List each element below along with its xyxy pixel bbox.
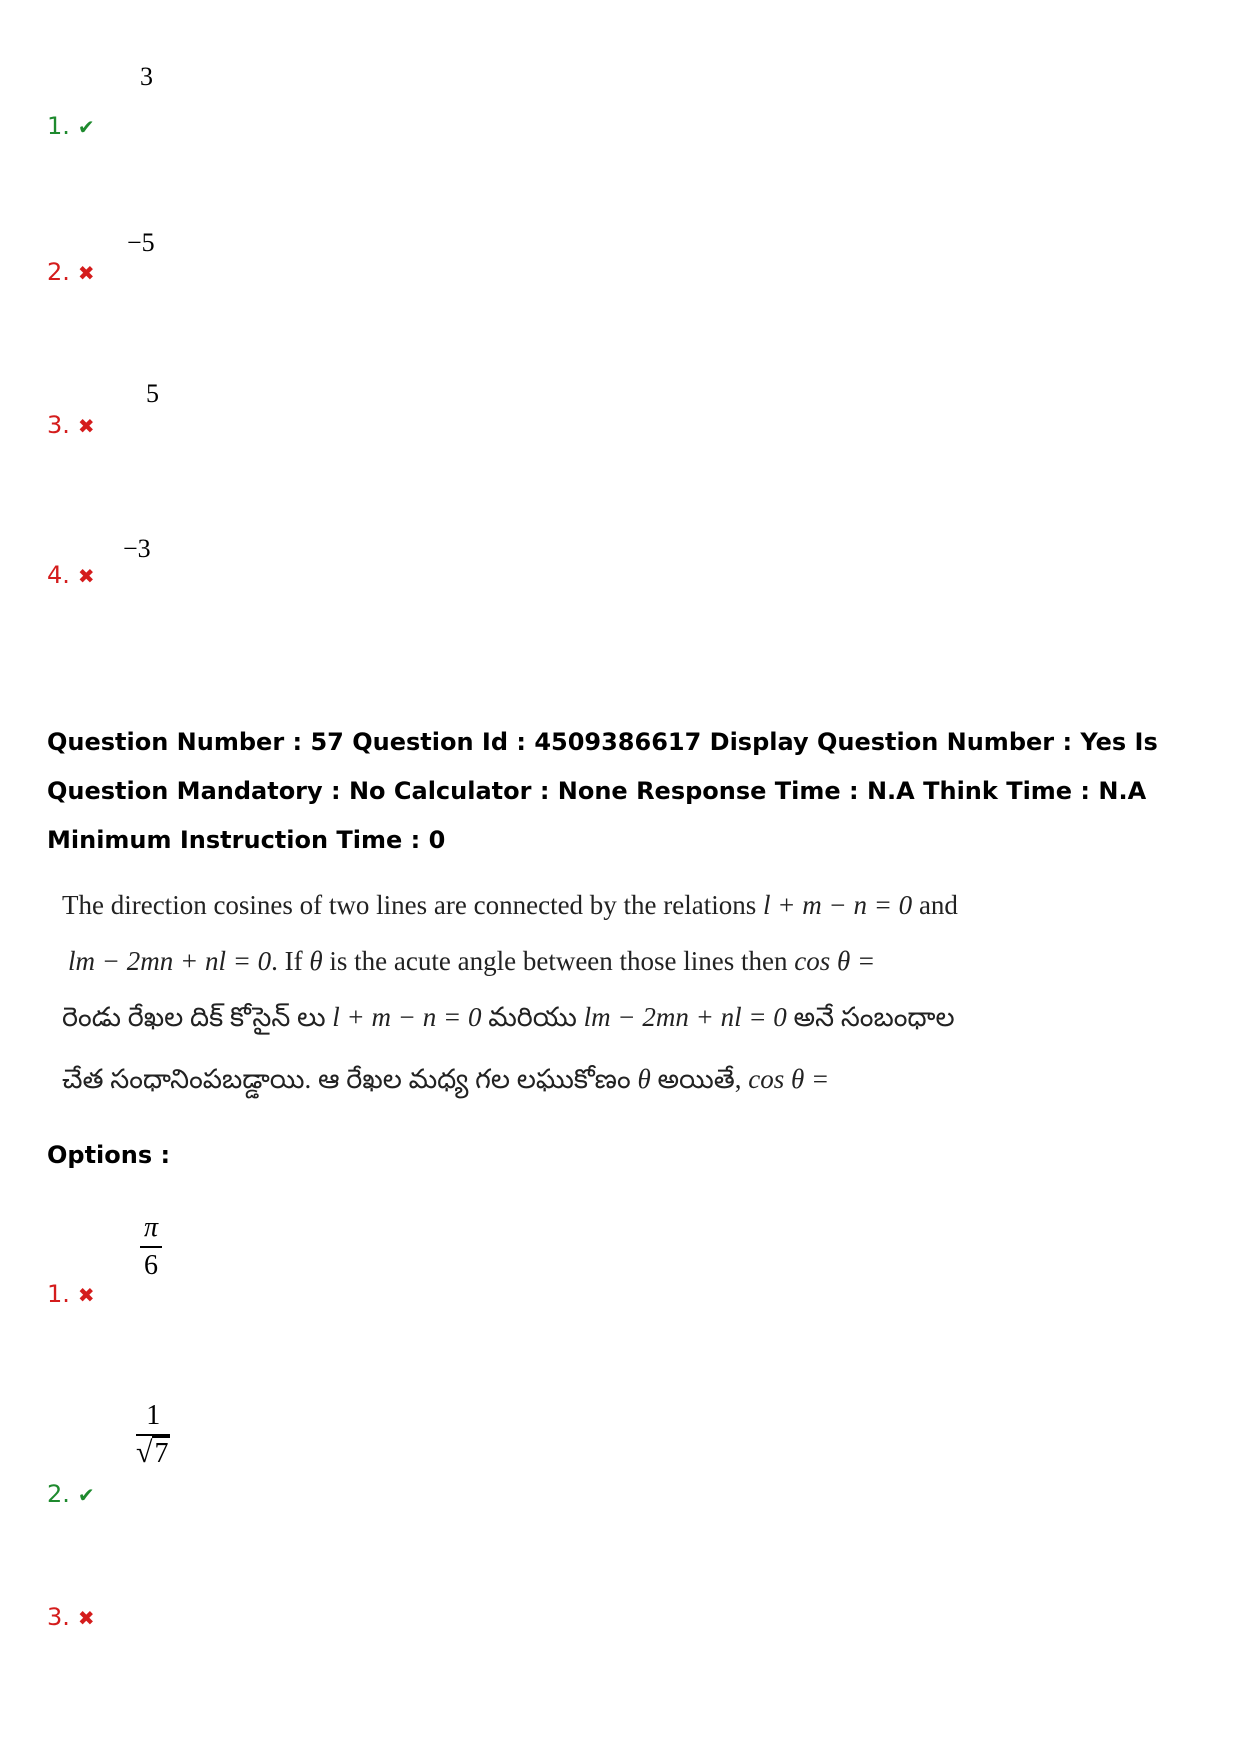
- prev-option-2: [47, 258, 95, 287]
- option-2-value: [136, 1398, 170, 1472]
- cross-icon: ✖: [77, 1606, 95, 1630]
- math-theta: θ: [309, 946, 323, 976]
- options-label: Options :: [47, 1141, 171, 1169]
- option-1-value: [140, 1210, 162, 1284]
- math-expression: lm − 2mn + nl = 0: [583, 1002, 787, 1032]
- math-cos: cos θ =: [748, 1064, 830, 1094]
- question-text-telugu: అయితే,: [650, 1064, 749, 1094]
- question-line-en-2: [68, 944, 1198, 978]
- question-text-telugu: మరియు: [481, 1002, 584, 1032]
- math-expression: lm − 2mn + nl = 0: [68, 946, 272, 976]
- sqrt-radicand: 7: [154, 1438, 169, 1469]
- prev-option-2-value: −5: [127, 228, 155, 257]
- option-3-number: 3.: [47, 1603, 70, 1631]
- fraction-denominator: 6: [144, 1250, 159, 1281]
- prev-option-3-value: 5: [146, 379, 159, 408]
- prev-option-2-number: 2.: [47, 258, 70, 286]
- prev-option-3: [47, 411, 95, 440]
- question-text-telugu: అనే సంబంధాల: [786, 1002, 955, 1032]
- question-line-te-1: [62, 1000, 1192, 1034]
- cross-icon: ✖: [77, 564, 95, 588]
- cross-icon: ✖: [77, 261, 95, 285]
- sqrt-sign: √: [136, 1436, 153, 1469]
- question-text: and: [912, 890, 958, 920]
- check-icon: ✔: [77, 1483, 95, 1507]
- question-text: The direction cosines of two lines are connected by the relations: [62, 890, 764, 920]
- question-line-te-2: [62, 1062, 1192, 1096]
- prev-option-1-number: 1.: [47, 112, 70, 140]
- fraction: [140, 1210, 162, 1284]
- prev-option-4-number: 4.: [47, 561, 70, 589]
- math-cos: cos θ =: [794, 946, 876, 976]
- question-text: is the acute angle between those lines then: [322, 946, 795, 976]
- check-icon: ✔: [77, 115, 95, 139]
- prev-option-4: [47, 561, 95, 590]
- option-2-number: 2.: [47, 1480, 70, 1508]
- prev-option-3-number: 3.: [47, 411, 70, 439]
- math-theta: θ: [637, 1064, 651, 1094]
- question-meta: Question Number : 57 Question Id : 4509386617 Display Question Number : Yes Is Question Mandatory : No Calculator : None Response Time : N.A Think Time : N.A Minimum Instruction Time : 0: [47, 728, 1158, 854]
- question-line-en-1: [62, 888, 1192, 922]
- fraction-numerator: π: [144, 1212, 159, 1243]
- cross-icon: ✖: [77, 414, 95, 438]
- option-3: [47, 1603, 95, 1632]
- fraction-denominator: [136, 1436, 170, 1472]
- cross-icon: ✖: [77, 1283, 95, 1307]
- option-1: [47, 1280, 95, 1309]
- fraction-numerator: 1: [146, 1400, 161, 1431]
- option-2: [47, 1480, 95, 1509]
- fraction: [136, 1398, 170, 1472]
- question-text: . If: [271, 946, 310, 976]
- prev-option-1-value: 3: [140, 62, 153, 91]
- question-text-telugu: చేత సంధానింపబడ్డాయి. ఆ రేఖల మధ్య గల లఘుకోణం: [62, 1064, 638, 1094]
- option-1-number: 1.: [47, 1280, 70, 1308]
- math-expression: l + m − n = 0: [332, 1002, 482, 1032]
- prev-option-4-value: −3: [123, 534, 151, 563]
- prev-option-1: [47, 112, 95, 141]
- question-text-telugu: రెండు రేఖల దిక్ కోసైన్ లు: [62, 1002, 333, 1032]
- math-expression: l + m − n = 0: [763, 890, 913, 920]
- square-root: [136, 1436, 170, 1470]
